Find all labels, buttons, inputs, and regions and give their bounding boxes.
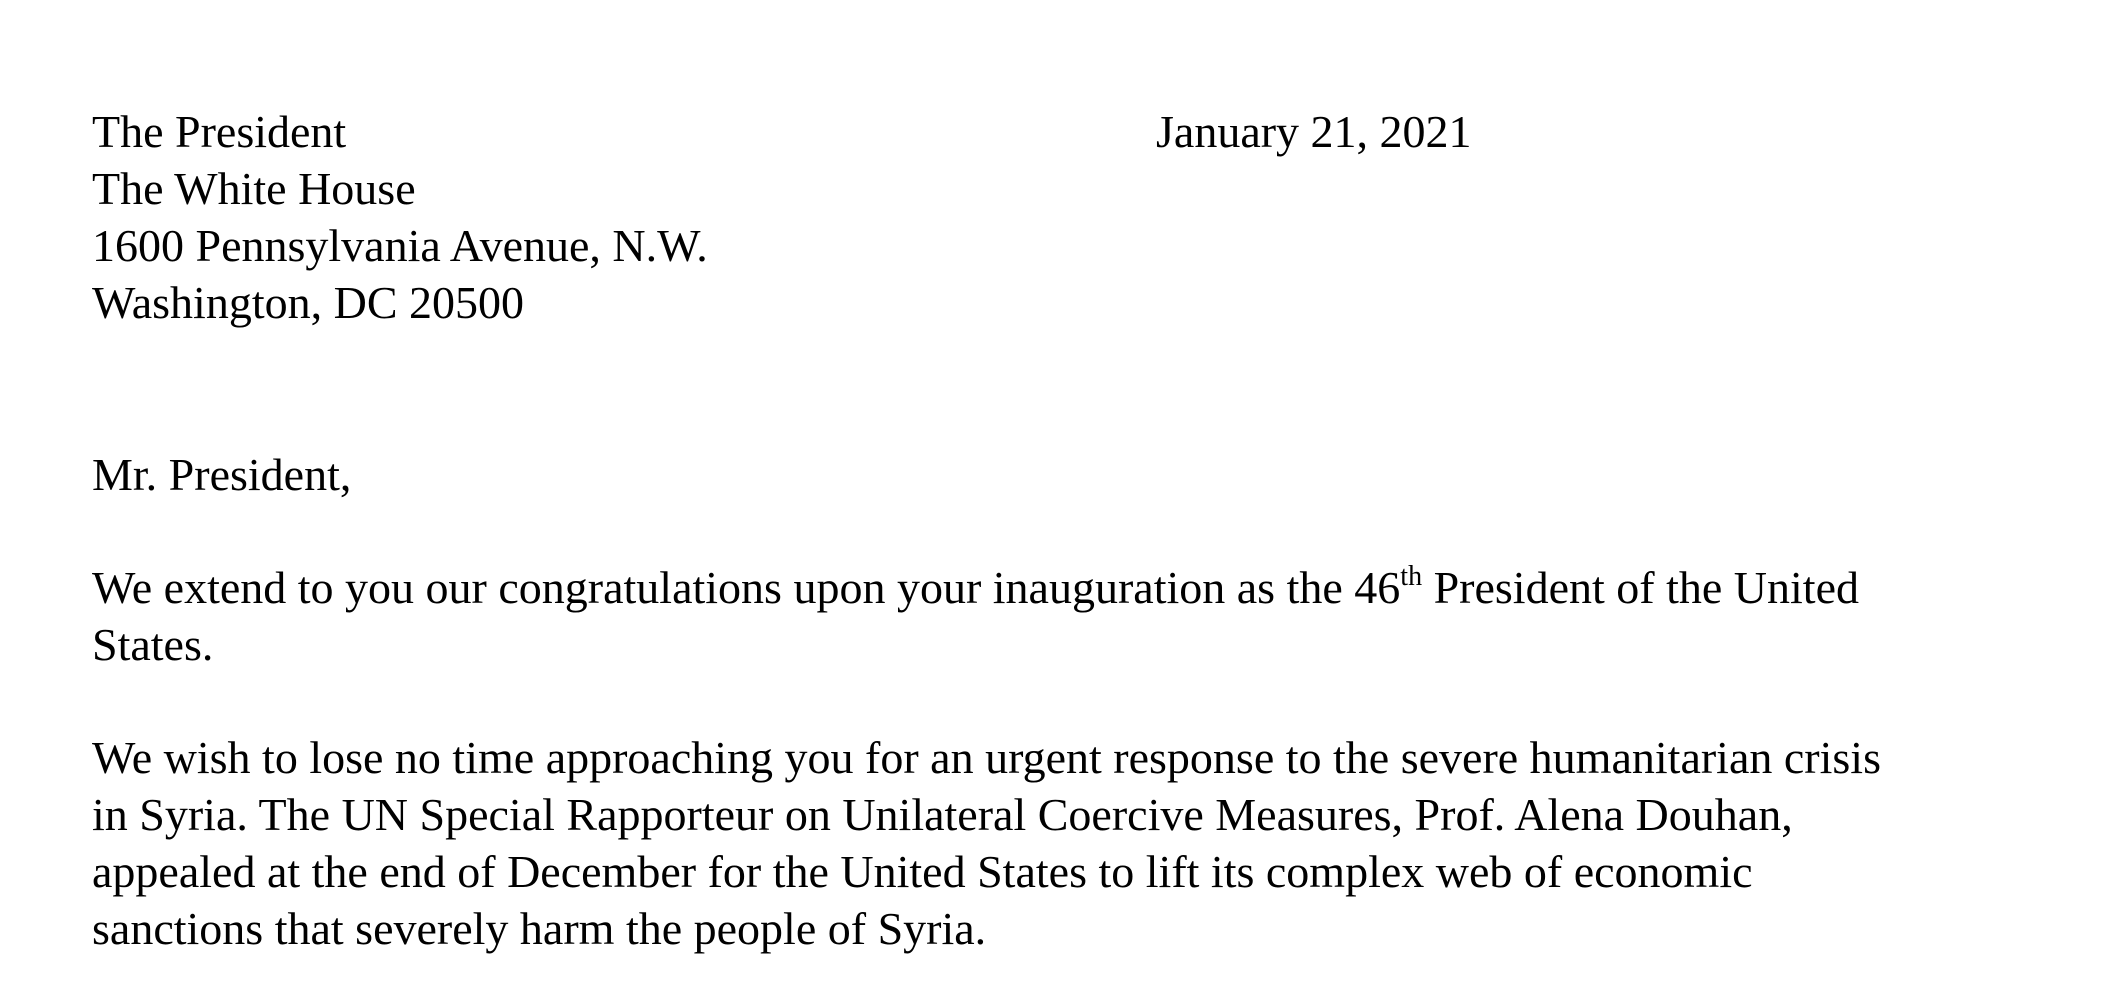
salutation: Mr. President, <box>92 449 352 500</box>
paragraph-line <box>92 559 2052 616</box>
recipient-city: Washington, DC 20500 <box>92 277 525 328</box>
letter-date: January 21, 2021 <box>1156 106 1472 157</box>
recipient-street: 1600 Pennsylvania Avenue, N.W. <box>92 220 708 271</box>
paragraph-line: appealed at the end of December for the United States to lift its complex web of economic <box>92 846 1753 897</box>
paragraph-syria-crisis <box>92 729 2052 957</box>
paragraph-line: sanctions that severely harm the people of Syria. <box>92 903 987 954</box>
recipient-organization: The White House <box>92 163 416 214</box>
paragraph-line: in Syria. The UN Special Rapporteur on Unilateral Coercive Measures, Prof. Alena Douhan, <box>92 789 1793 840</box>
recipient-address <box>92 103 708 331</box>
recipient-name: The President <box>92 106 347 157</box>
paragraph-line: States. <box>92 619 214 670</box>
paragraph-congratulations <box>92 559 2052 673</box>
ordinal-suffix: th <box>1400 561 1423 592</box>
paragraph-line: We wish to lose no time approaching you for an urgent response to the severe humanitarian crisis <box>92 732 1881 783</box>
paragraph-text: President of the United <box>1422 562 1859 613</box>
paragraph-text: We extend to you our congratulations upon your inauguration as the 46 <box>92 562 1401 613</box>
